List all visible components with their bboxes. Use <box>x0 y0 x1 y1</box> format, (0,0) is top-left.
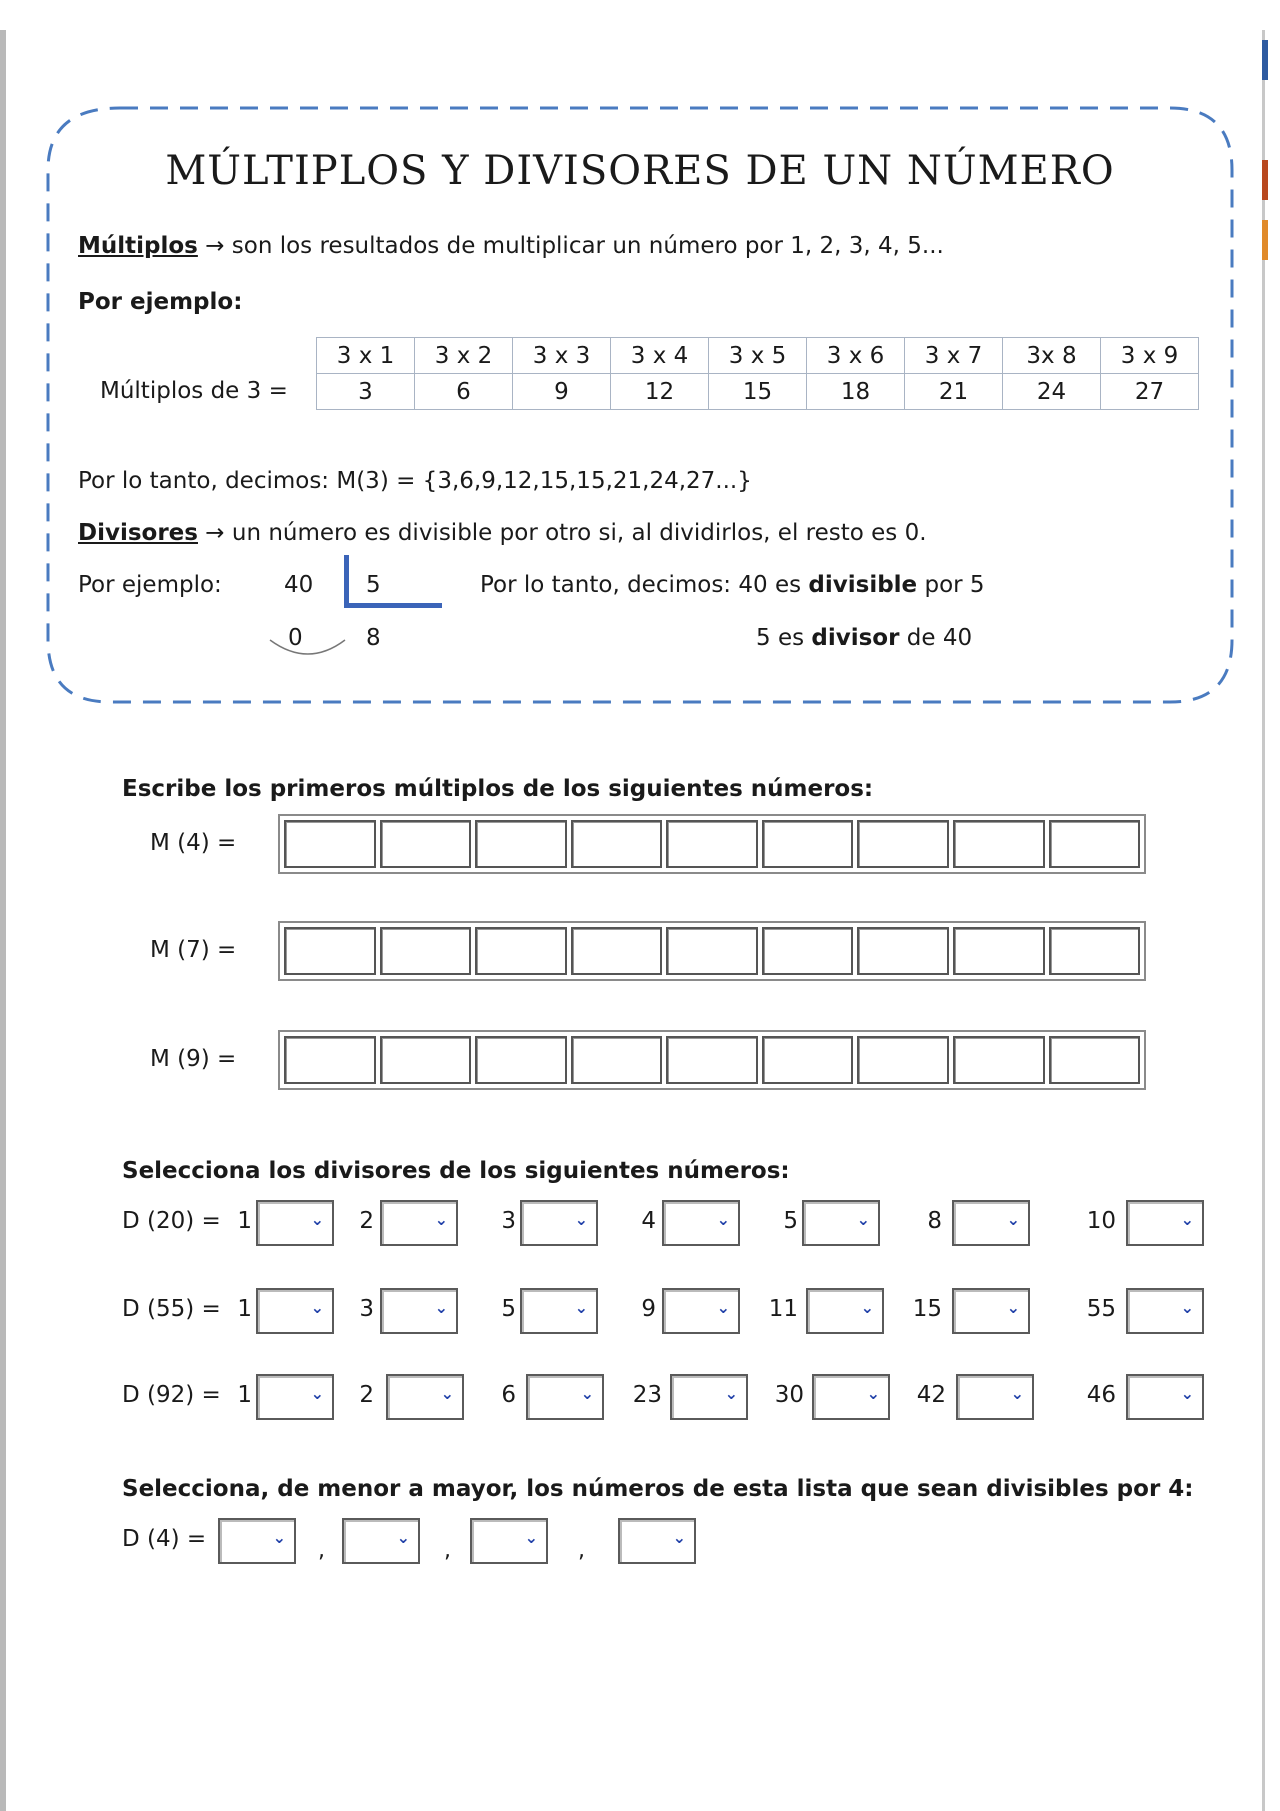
multiple-input[interactable] <box>762 1036 854 1084</box>
multiple-input[interactable] <box>857 927 949 975</box>
chevron-down-icon: ⌄ <box>1010 1384 1024 1403</box>
candidate-number: 42 <box>916 1382 946 1408</box>
divisors-row-55 <box>122 1286 1212 1340</box>
chevron-down-icon: ⌄ <box>1180 1298 1194 1317</box>
multiple-input[interactable] <box>857 820 949 868</box>
multiple-input[interactable] <box>475 927 567 975</box>
multiplos-definition <box>78 233 944 259</box>
table-cell: 18 <box>807 374 905 410</box>
chevron-down-icon: ⌄ <box>866 1384 880 1403</box>
divisors-row-label: D (92) = <box>122 1382 221 1408</box>
multiple-input[interactable] <box>571 927 663 975</box>
page-title: MÚLTIPLOS Y DIVISORES DE UN NÚMERO <box>165 148 1115 194</box>
table-cell: 3 x 1 <box>317 338 415 374</box>
chevron-down-icon: ⌄ <box>396 1528 410 1547</box>
divisor-dropdown[interactable] <box>520 1200 598 1246</box>
divisor-dropdown[interactable] <box>380 1288 458 1334</box>
table-cell: 12 <box>611 374 709 410</box>
candidate-number: 5 <box>783 1208 798 1234</box>
chevron-down-icon: ⌄ <box>574 1210 588 1229</box>
separator: , <box>578 1538 585 1563</box>
table-cell: 9 <box>513 374 611 410</box>
multiple-input[interactable] <box>953 1036 1045 1084</box>
multiples-conclusion: Por lo tanto, decimos: M(3) = {3,6,9,12,15,15,21,24,27...} <box>78 468 752 494</box>
divisor-conclusion-suffix: de 40 <box>906 625 973 651</box>
table-cell: 15 <box>709 374 807 410</box>
divisor-dropdown[interactable] <box>1126 1288 1204 1334</box>
multiples-input-row-9 <box>278 1030 1146 1090</box>
division-bracket-vertical <box>344 555 349 607</box>
candidate-number: 46 <box>1086 1382 1116 1408</box>
order-dropdown[interactable] <box>470 1518 548 1564</box>
multiple-input[interactable] <box>857 1036 949 1084</box>
table-cell: 24 <box>1003 374 1101 410</box>
chevron-down-icon: ⌄ <box>860 1298 874 1317</box>
candidate-number: 55 <box>1086 1296 1116 1322</box>
divisor-dropdown[interactable] <box>256 1200 334 1246</box>
candidate-number: 1 <box>237 1382 252 1408</box>
chevron-down-icon: ⌄ <box>310 1384 324 1403</box>
table-cell: 27 <box>1101 374 1199 410</box>
chevron-down-icon: ⌄ <box>1180 1210 1194 1229</box>
chevron-down-icon: ⌄ <box>856 1210 870 1229</box>
multiple-input[interactable] <box>380 820 472 868</box>
candidate-number: 11 <box>768 1296 798 1322</box>
table-header-row <box>317 338 1199 374</box>
divisor-dropdown[interactable] <box>662 1200 740 1246</box>
divisor-dropdown[interactable] <box>812 1374 890 1420</box>
divisor-dropdown[interactable] <box>952 1200 1030 1246</box>
divisor-dropdown[interactable] <box>1126 1374 1204 1420</box>
divisible-word: divisible <box>808 572 918 598</box>
divisores-term: Divisores <box>78 520 198 546</box>
divisor-conclusion-prefix: 5 es <box>756 625 805 651</box>
divisible-conclusion-prefix: Por lo tanto, decimos: 40 es <box>480 572 802 598</box>
candidate-number: 1 <box>237 1208 252 1234</box>
divisor-dropdown[interactable] <box>520 1288 598 1334</box>
multiples-row-label: M (9) = <box>150 1046 237 1072</box>
dividend: 40 <box>284 572 314 598</box>
candidate-number: 6 <box>501 1382 516 1408</box>
chevron-down-icon: ⌄ <box>434 1210 448 1229</box>
divisor-dropdown[interactable] <box>956 1374 1034 1420</box>
multiple-input[interactable] <box>953 820 1045 868</box>
divisor-dropdown[interactable] <box>386 1374 464 1420</box>
multiple-input[interactable] <box>571 820 663 868</box>
multiples-row-label: M (7) = <box>150 937 237 963</box>
multiple-input[interactable] <box>284 927 376 975</box>
table-cell: 3 x 7 <box>905 338 1003 374</box>
divisor-value: 5 <box>366 572 381 598</box>
table-cell: 3 x 6 <box>807 338 905 374</box>
multiple-input[interactable] <box>284 820 376 868</box>
separator: , <box>318 1538 325 1563</box>
table-label: Múltiplos de 3 = <box>100 378 288 404</box>
divisors-row-20 <box>122 1198 1212 1252</box>
remainder-value: 0 <box>288 625 303 651</box>
chevron-down-icon: ⌄ <box>716 1210 730 1229</box>
multiples-table <box>316 337 1199 410</box>
divisors-row-92 <box>122 1372 1212 1426</box>
divisor-dropdown[interactable] <box>1126 1200 1204 1246</box>
exercise2-title: Selecciona los divisores de los siguientes números: <box>122 1158 790 1184</box>
chevron-down-icon: ⌄ <box>672 1528 686 1547</box>
table-cell: 3 x 4 <box>611 338 709 374</box>
chevron-down-icon: ⌄ <box>272 1528 286 1547</box>
candidate-number: 8 <box>927 1208 942 1234</box>
chevron-down-icon: ⌄ <box>310 1210 324 1229</box>
divisor-dropdown[interactable] <box>952 1288 1030 1334</box>
candidate-number: 3 <box>501 1208 516 1234</box>
divisores-definition <box>78 520 927 546</box>
multiple-input[interactable] <box>666 1036 758 1084</box>
multiple-input[interactable] <box>284 1036 376 1084</box>
table-cell: 3 x 3 <box>513 338 611 374</box>
divisible-by-4-label: D (4) = <box>122 1526 207 1552</box>
table-cell: 3 <box>317 374 415 410</box>
candidate-number: 2 <box>359 1208 374 1234</box>
divisible-conclusion <box>480 572 985 598</box>
divisor-dropdown[interactable] <box>256 1288 334 1334</box>
separator: , <box>444 1538 451 1563</box>
multiplos-term: Múltiplos <box>78 233 198 259</box>
candidate-number: 15 <box>912 1296 942 1322</box>
chevron-down-icon: ⌄ <box>716 1298 730 1317</box>
order-dropdown[interactable] <box>618 1518 696 1564</box>
table-cell: 3 x 9 <box>1101 338 1199 374</box>
multiple-input[interactable] <box>1049 1036 1141 1084</box>
chevron-down-icon: ⌄ <box>574 1298 588 1317</box>
divisor-dropdown[interactable] <box>380 1200 458 1246</box>
divisor-dropdown[interactable] <box>806 1288 884 1334</box>
chevron-down-icon: ⌄ <box>524 1528 538 1547</box>
division-example-label: Por ejemplo: <box>78 572 222 598</box>
candidate-number: 2 <box>359 1382 374 1408</box>
multiple-input[interactable] <box>380 927 472 975</box>
chevron-down-icon: ⌄ <box>310 1298 324 1317</box>
divisible-by-4-row <box>122 1516 1212 1570</box>
candidate-number: 23 <box>632 1382 662 1408</box>
candidate-number: 30 <box>774 1382 804 1408</box>
multiple-input[interactable] <box>571 1036 663 1084</box>
chevron-down-icon: ⌄ <box>724 1384 738 1403</box>
divisors-row-label: D (20) = <box>122 1208 221 1234</box>
divisors-row-label: D (55) = <box>122 1296 221 1322</box>
divisor-conclusion <box>756 625 972 651</box>
multiple-input[interactable] <box>666 820 758 868</box>
divisor-dropdown[interactable] <box>802 1200 880 1246</box>
divisores-definition-text: → un número es divisible por otro si, al dividirlos, el resto es 0. <box>205 520 927 546</box>
divisor-dropdown[interactable] <box>256 1374 334 1420</box>
multiplos-definition-text: → son los resultados de multiplicar un número por 1, 2, 3, 4, 5... <box>205 233 944 259</box>
multiple-input[interactable] <box>666 927 758 975</box>
multiples-input-row-4 <box>278 814 1146 874</box>
multiple-input[interactable] <box>762 927 854 975</box>
table-cell: 3 x 2 <box>415 338 513 374</box>
example-heading: Por ejemplo: <box>78 289 243 315</box>
chevron-down-icon: ⌄ <box>1180 1384 1194 1403</box>
multiple-input[interactable] <box>380 1036 472 1084</box>
order-dropdown[interactable] <box>218 1518 296 1564</box>
candidate-number: 10 <box>1086 1208 1116 1234</box>
multiple-input[interactable] <box>953 927 1045 975</box>
division-bracket-horizontal <box>344 603 442 608</box>
exercise1-title: Escribe los primeros múltiplos de los siguientes números: <box>122 776 874 802</box>
table-cell: 21 <box>905 374 1003 410</box>
candidate-number: 3 <box>359 1296 374 1322</box>
candidate-number: 1 <box>237 1296 252 1322</box>
candidate-number: 5 <box>501 1296 516 1322</box>
exercise3-title: Selecciona, de menor a mayor, los números de esta lista que sean divisibles por 4: <box>122 1476 1194 1502</box>
chevron-down-icon: ⌄ <box>1006 1298 1020 1317</box>
quotient-value: 8 <box>366 625 381 651</box>
divisor-word: divisor <box>811 625 900 651</box>
divisor-dropdown[interactable] <box>662 1288 740 1334</box>
multiple-input[interactable] <box>762 820 854 868</box>
remainder-arc <box>270 640 345 654</box>
table-value-row <box>317 374 1199 410</box>
chevron-down-icon: ⌄ <box>580 1384 594 1403</box>
divisor-dropdown[interactable] <box>526 1374 604 1420</box>
multiple-input[interactable] <box>475 1036 567 1084</box>
candidate-number: 9 <box>641 1296 656 1322</box>
multiples-row-label: M (4) = <box>150 830 237 856</box>
order-dropdown[interactable] <box>342 1518 420 1564</box>
table-cell: 3 x 5 <box>709 338 807 374</box>
chevron-down-icon: ⌄ <box>440 1384 454 1403</box>
multiple-input[interactable] <box>1049 927 1141 975</box>
candidate-number: 4 <box>641 1208 656 1234</box>
multiple-input[interactable] <box>1049 820 1141 868</box>
table-cell: 3x 8 <box>1003 338 1101 374</box>
multiples-input-row-7 <box>278 921 1146 981</box>
chevron-down-icon: ⌄ <box>434 1298 448 1317</box>
table-cell: 6 <box>415 374 513 410</box>
divisor-dropdown[interactable] <box>670 1374 748 1420</box>
chevron-down-icon: ⌄ <box>1006 1210 1020 1229</box>
multiple-input[interactable] <box>475 820 567 868</box>
divisible-conclusion-suffix: por 5 <box>924 572 985 598</box>
